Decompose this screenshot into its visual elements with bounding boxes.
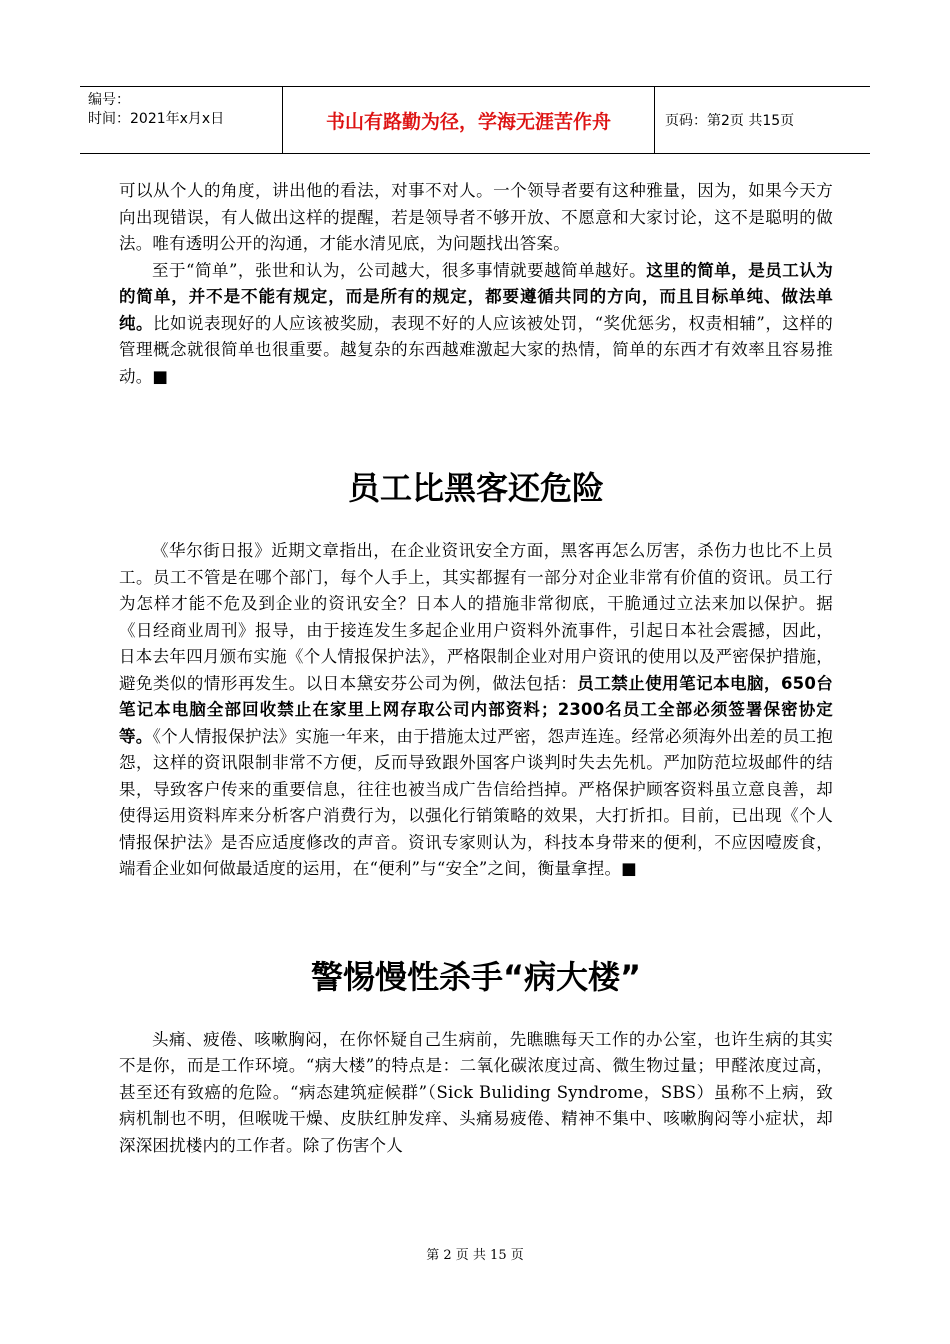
section2-text-a: 《华尔街日报》近期文章指出，在企业资讯安全方面，黑客再怎么厉害，杀伤力也比不上员工。员工不管是在哪个部门，每个人手上，其实都握有一部分对企业非常有价值的资讯。员工行为怎样才能不危及到企业的资讯安全？日本人的措施非常彻底，干脆通过立法来加以保护。据《日经商业周刊》报导，由于接连发生多起企业用户资料外流事件，引起日本社会震撼，因此，日本去年四月颁布实施《个人情报保护法》，严格限制企业对用户资讯的使用以及严密保护措施，避免类似的情形再发生。以日本黛安芬公司为例，做法包括： bbox=[119, 541, 833, 693]
section2-bold: 员工禁止使用笔记本电脑，650台笔记本电脑全部回收禁止在家里上网存取公司内部资料；2300名员工全部必须签署保密协定等。 bbox=[119, 673, 833, 746]
number-label: 编号： bbox=[88, 92, 130, 108]
time-label: 时间：2021年x月x日 bbox=[88, 111, 225, 127]
page-footer: 第 2 页 共 15 页 bbox=[426, 1248, 524, 1263]
header-page-info: 页码：第2页 共15页 bbox=[665, 113, 795, 129]
section1-p2-text-a: 至于“简单”，张世和认为，公司越大，很多事情就要越简单越好。 bbox=[152, 260, 647, 280]
header-meta bbox=[80, 87, 282, 153]
section3-title: 警惕慢性杀手“病大楼” bbox=[310, 957, 642, 996]
header-motto: 书山有路勤为径，学海无涯苦作舟 bbox=[282, 87, 655, 153]
section2-paragraph bbox=[119, 538, 833, 883]
header-table bbox=[80, 86, 870, 154]
section1-paragraph-2 bbox=[119, 258, 833, 391]
section2-text-b: 《个人情报保护法》实施一年来，由于措施太过严密，怨声连连。经常必须海外出差的员工抱怨，这样的资讯限制非常不方便，反而导致跟外国客户谈判时失去先机。严加防范垃圾邮件的结果，导致客户传来的重要信息，往往也被当成广告信给挡掉。严格保护顾客资料虽立意良善，却使得运用资料库来分析客户消费行为，以强化行销策略的效果，大打折扣。目前，已出现《个人情报保护法》是否应适度修改的声音。资讯专家则认为，科技本身带来的便利，不应因噎废食，端看企业如何做最适度的运用，在“便利”与“安全”之间，衡量拿捏。■ bbox=[119, 726, 834, 878]
section1-p2-text-b: 比如说表现好的人应该被奖励，表现不好的人应该被处罚，“奖优惩劣，权责相辅”，这样的管理概念就很简单也很重要。越复杂的东西越难激起大家的热情，简单的东西才有效率且容易推动。■ bbox=[119, 313, 833, 386]
section3-paragraph: 头痛、疲倦、咳嗽胸闷，在你怀疑自己生病前，先瞧瞧每天工作的办公室，也许生病的其实不是你，而是工作环境。“病大楼”的特点是：二氧化碳浓度过高、微生物过量；甲醛浓度过高，甚至还有致癌的危险。“病态建筑症候群”（Sick Buliding Syndrome，SBS）虽称不上病，致病机制也不明，但喉咙干燥、皮肤红肿发痒、头痛易疲倦、精神不集中、咳嗽胸闷等小症状，却深深困扰楼内的工作者。除了伤害个人 bbox=[119, 1029, 833, 1155]
section1-p2-bold: 这里的简单，是员工认为的简单，并不是不能有规定，而是所有的规定，都要遵循共同的方向，而且目标单纯、做法单纯。 bbox=[119, 260, 833, 333]
document-body bbox=[119, 178, 833, 1159]
section1-paragraph-1: 可以从个人的角度，讲出他的看法，对事不对人。一个领导者要有这种雅量，因为，如果今天方向出现错误，有人做出这样的提醒，若是领导者不够开放、不愿意和大家讨论，这不是聪明的做法。唯有透明公开的沟通，才能水清见底，为问题找出答案。 bbox=[119, 181, 833, 253]
section2-title: 员工比黑客还危险 bbox=[347, 469, 604, 507]
